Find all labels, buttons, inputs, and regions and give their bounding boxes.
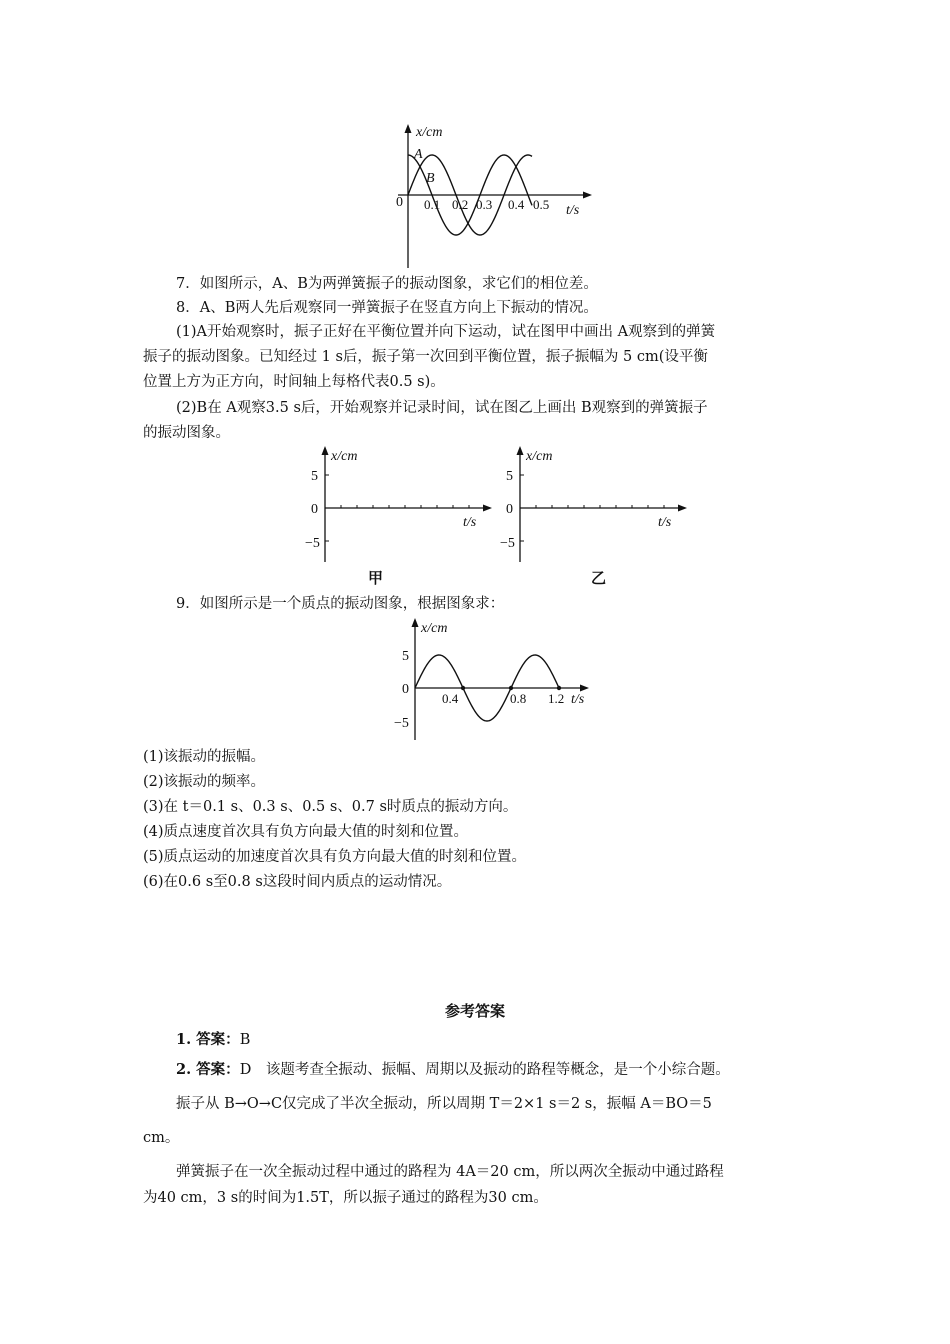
x-tick-1.2: 1.2 [548, 691, 565, 706]
answer-2-text: D 该题考查全振动、振幅、周期以及振动的路程等概念，是一个小综合题。 [239, 1062, 730, 1078]
question-9-item-6: (6)在0.6 s至0.8 s这段时间内质点的运动情况。 [143, 874, 452, 890]
figure-blank-axes-jia [295, 440, 495, 569]
answer-1-text: B [239, 1032, 251, 1048]
question-8-part2-line1: (2)B在 A观察3.5 s后，开始观察并记录时间，试在图乙上画出 B观察到的弹簧振子 [176, 400, 708, 416]
answer-1 [176, 1028, 250, 1052]
x-axis-label: t/s [463, 515, 477, 530]
question-8-part2-line2: 的振动图象。 [143, 425, 230, 441]
y-tick-5: 5 [506, 469, 513, 484]
y-tick-0: 0 [311, 502, 318, 517]
y-axis-label: x/cm [331, 449, 358, 464]
answer-1-label: 1. 答案： [176, 1031, 240, 1048]
answer-2-line2: 振子从 B→O→C仅完成了半次全振动，所以周期 T＝2×1 s＝2 s，振幅 A＝BO＝5 [176, 1096, 712, 1112]
y-axis-label: x/cm [421, 621, 448, 636]
question-9-item-3: (3)在 t＝0.1 s、0.3 s、0.5 s、0.7 s时质点的振动方向。 [143, 799, 518, 815]
tick-0.2: 0.2 [452, 197, 469, 212]
question-9-item-5: (5)质点运动的加速度首次具有负方向最大值的时刻和位置。 [143, 849, 527, 865]
y-axis-label: x/cm [416, 125, 443, 140]
x-axis-label: t/s [658, 515, 672, 530]
figure-blank-axes-yi [490, 440, 690, 569]
origin-label: 0 [396, 195, 403, 210]
tick-0.3: 0.3 [476, 197, 493, 212]
question-8-part1-line3: 位置上方为正方向，时间轴上每格代表0.5 s)。 [143, 374, 445, 390]
answer-2-line3: cm。 [143, 1130, 180, 1146]
question-9-item-1: (1)该振动的振幅。 [143, 749, 266, 765]
y-tick-neg5: −5 [500, 536, 515, 551]
figure-particle-oscillation [390, 612, 600, 746]
caption-yi: 乙 [591, 569, 607, 587]
figure-ab-oscillation [390, 120, 600, 274]
question-9-item-2: (2)该振动的频率。 [143, 774, 266, 790]
zero-crossing-dot [557, 686, 561, 690]
answer-2-label: 2. 答案： [176, 1061, 240, 1078]
tick-0.4: 0.4 [508, 197, 525, 212]
answers-heading: 参考答案 [444, 1002, 505, 1020]
caption-jia: 甲 [368, 569, 384, 587]
y-tick-5: 5 [402, 649, 409, 664]
x-tick-0.4: 0.4 [442, 691, 459, 706]
y-tick-0: 0 [506, 502, 513, 517]
question-9-stem: 9．如图所示是一个质点的振动图象，根据图象求： [176, 596, 505, 612]
question-8-part1-line2: 振子的振动图象。已知经过 1 s后，振子第一次回到平衡位置，振子振幅为 5 cm(设平衡 [143, 349, 708, 365]
y-tick-neg5: −5 [305, 536, 320, 551]
y-axis-label: x/cm [526, 449, 553, 464]
zero-crossing-dot [509, 686, 513, 690]
question-7: 7．如图所示，A、B为两弹簧振子的振动图象，求它们的相位差。 [176, 276, 598, 292]
question-8-part1-line1: (1)A开始观察时，振子正好在平衡位置并向下运动，试在图甲中画出 A观察到的弹簧 [176, 324, 716, 340]
zero-crossing-dot [461, 686, 465, 690]
tick-0.5: 0.5 [533, 197, 550, 212]
answer-2-line4: 弹簧振子在一次全振动过程中通过的路程为 4A＝20 cm，所以两次全振动中通过路程 [176, 1164, 724, 1180]
question-9-item-4: (4)质点速度首次具有负方向最大值的时刻和位置。 [143, 824, 469, 840]
x-axis-label: t/s [566, 203, 580, 218]
question-8-stem: 8．A、B两人先后观察同一弹簧振子在竖直方向上下振动的情况。 [176, 300, 598, 316]
x-axis-label: t/s [571, 692, 585, 707]
answer-2 [176, 1058, 730, 1082]
answer-2-line5: 为40 cm，3 s的时间为1.5T，所以振子通过的路程为30 cm。 [143, 1190, 548, 1206]
y-tick-0: 0 [402, 682, 409, 697]
y-tick-neg5: −5 [394, 716, 409, 731]
curve-a-label: A [414, 147, 423, 162]
x-tick-0.8: 0.8 [510, 691, 527, 706]
tick-0.1: 0.1 [424, 197, 441, 212]
curve-b-label: B [426, 171, 435, 186]
y-tick-5: 5 [311, 469, 318, 484]
